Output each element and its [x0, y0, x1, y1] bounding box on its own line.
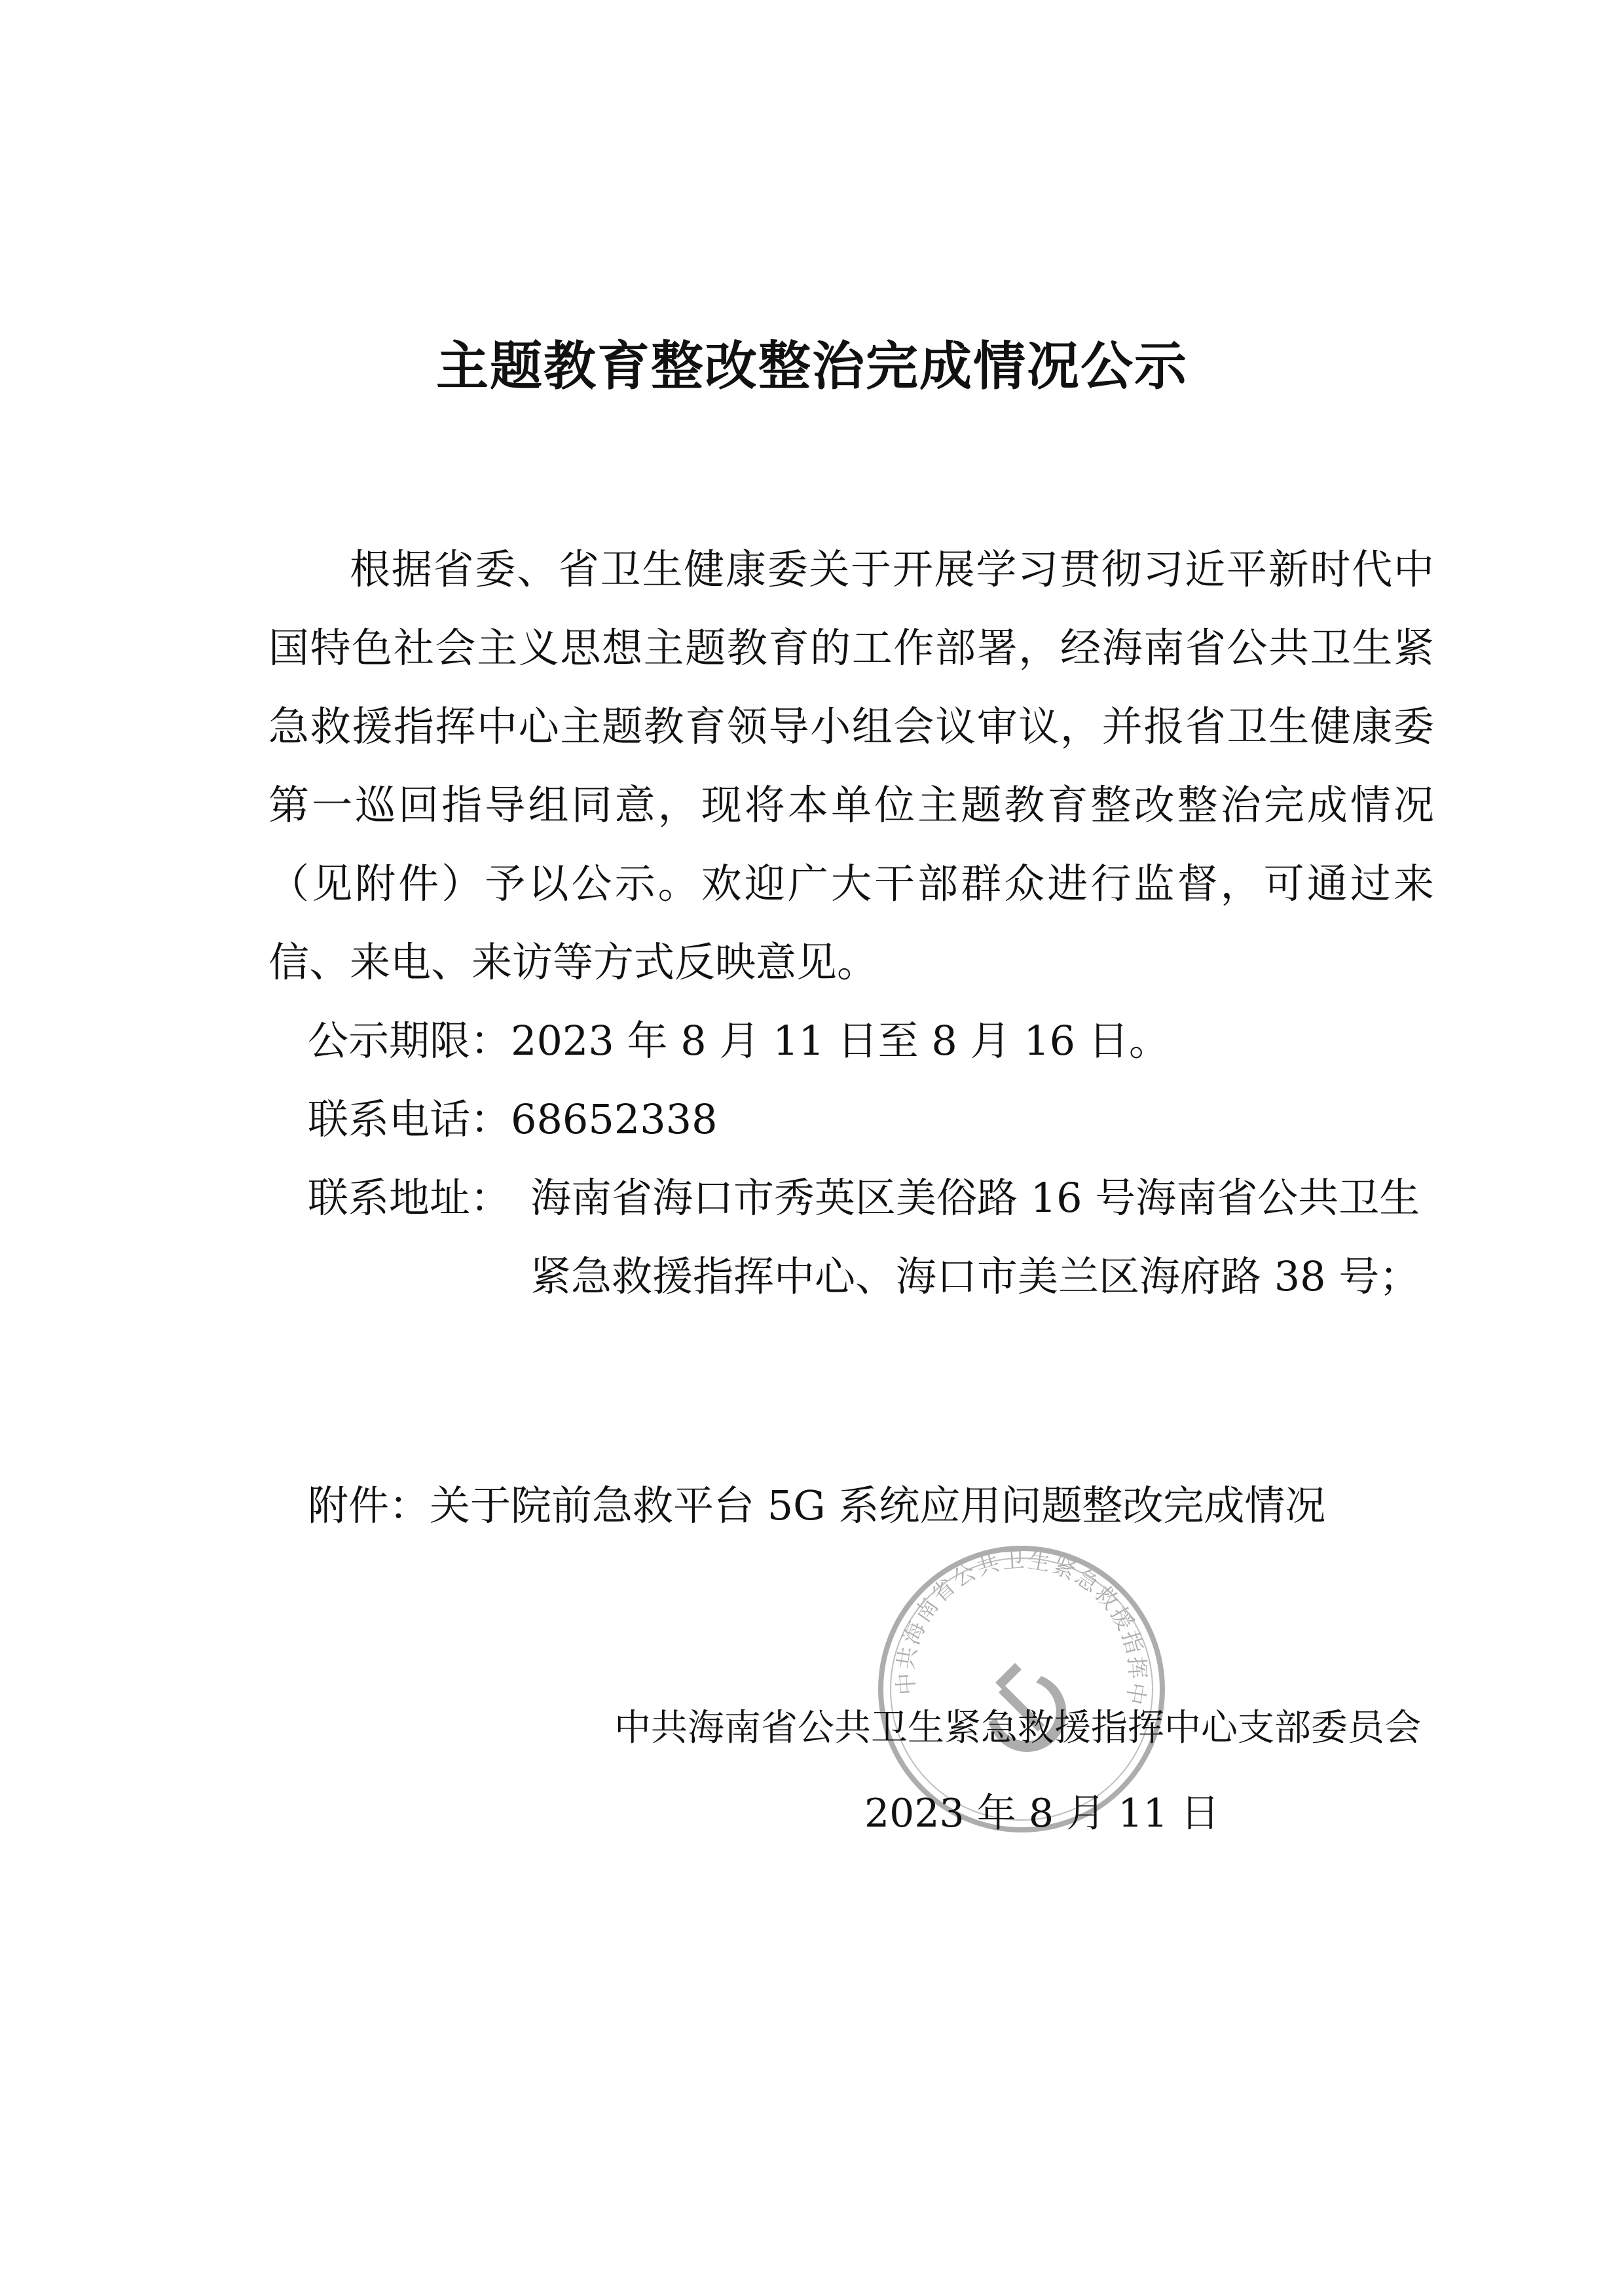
publication-period: 公示期限：2023 年 8 月 11 日至 8 月 16 日。 [308, 1017, 1170, 1065]
contact-phone: 联系电话：68652338 [308, 1095, 718, 1143]
contact-address-label: 联系地址： [308, 1174, 511, 1222]
attachment-line: 附件：关于院前急救平台 5G 系统应用问题整改完成情况 [308, 1482, 1326, 1529]
contact-address-value: 海南省海口市秀英区美俗路 16 号海南省公共卫生紧急救援指挥中心、海口市美兰区海府路 38 号； [530, 1174, 1420, 1300]
main-paragraph: 根据省委、省卫生健康委关于开展学习贯彻习近平新时代中国特色社会主义思想主题教育的工作部署，经海南省公共卫生紧急救援指挥中心主题教育领导小组会议审议，并报省卫生健康委第一巡回指导组同意，现将本单位主题教育整改整治完成情况（见附件）予以公示。欢迎广大干部群众进行监督，可通过来信、来电、来访等方式反映意见。 [268, 545, 1434, 986]
document-title: 主题教育整改整治完成情况公示 [436, 336, 1188, 397]
signature-date: 2023 年 8 月 11 日 [864, 1791, 1220, 1836]
svg-text:中共海南省公共卫生紧急救援指挥中心支部委员会: 中共海南省公共卫生紧急救援指挥中 [893, 1546, 1151, 1709]
issuing-organization: 中共海南省公共卫生紧急救援指挥中心支部委员会 [614, 1707, 1421, 1749]
